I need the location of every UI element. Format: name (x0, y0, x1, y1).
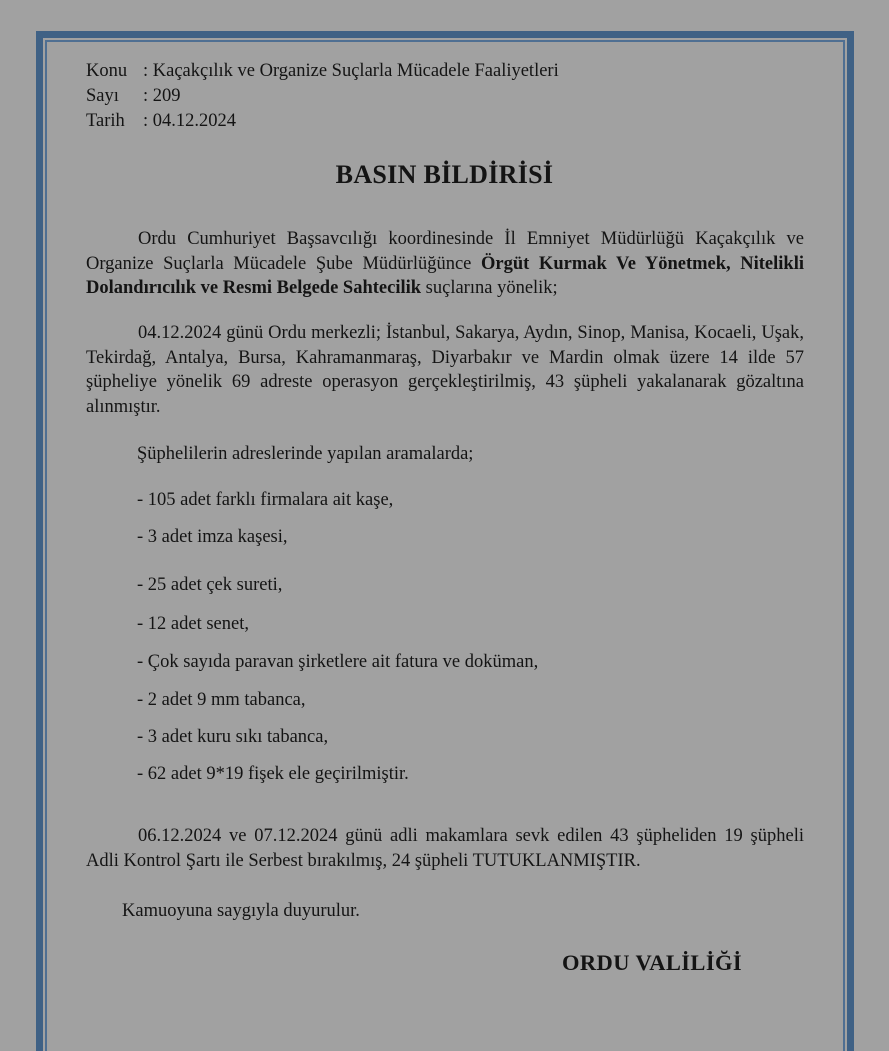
seized-item: - 3 adet imza kaşesi, (137, 527, 288, 547)
seized-item: - 62 adet 9*19 fişek ele geçirilmiştir. (137, 764, 409, 784)
paragraph-result (86, 824, 804, 873)
intro-suffix: suçlarına yönelik; (421, 278, 558, 298)
konu-label: Konu (86, 61, 128, 81)
konu-value: : Kaçakçılık ve Organize Suçlarla Mücadele Faaliyetleri (143, 61, 559, 81)
paragraph-intro (86, 227, 804, 301)
seized-item: - Çok sayıda paravan şirketlere ait fatura ve doküman, (137, 652, 539, 672)
paragraph-operation (86, 321, 804, 419)
seized-item: - 25 adet çek sureti, (137, 575, 283, 595)
intro-text: Ordu Cumhuriyet Başsavcılığı koordinesinde İl Emniyet Müdürlüğü Kaçakçılık ve Organize Suçlarla Mücadele Şube Müdürlüğünce (86, 229, 804, 274)
closing-text: Kamuoyuna saygıyla duyurulur. (122, 901, 360, 921)
tarih-value: : 04.12.2024 (143, 111, 237, 131)
seized-item: - 12 adet senet, (137, 614, 249, 634)
operation-text: 04.12.2024 günü Ordu merkezli; İstanbul, Sakarya, Aydın, Sinop, Manisa, Kocaeli, Uşak, Tekirdağ, Antalya, Bursa, Kahramanmaraş, Diyarbakır ve Mardin olmak üzere 14 ilde 57 şüpheliye yönelik 69 adreste operasyon gerçekleştirilmiş, 43 şüpheli yakalanarak gözaltına alınmıştır. (86, 323, 804, 417)
result-text: 06.12.2024 ve 07.12.2024 günü adli makamlara sevk edilen 43 şüpheliden 19 şüpheli Adli Kontrol Şartı ile Serbest bırakılmış, 24 şüpheli TUTUKLANMIŞTIR. (86, 826, 804, 871)
tarih-label: Tarih (86, 111, 125, 131)
seized-item: - 105 adet farklı firmalara ait kaşe, (137, 490, 394, 510)
search-intro: Şüphelilerin adreslerinde yapılan aramalarda; (137, 444, 474, 464)
sayi-label: Sayı (86, 86, 119, 106)
seized-item: - 2 adet 9 mm tabanca, (137, 690, 306, 710)
document-title: BASIN BİLDİRİSİ (335, 160, 554, 189)
intro-crimes: Örgüt Kurmak Ve Yönetmek, Nitelikli Dolandırıcılık ve Resmi Belgede Sahtecilik (86, 253, 804, 298)
sayi-value: : 209 (143, 86, 181, 106)
signature: ORDU VALİLİĞİ (562, 950, 743, 975)
seized-item: - 3 adet kuru sıkı tabanca, (137, 727, 329, 747)
